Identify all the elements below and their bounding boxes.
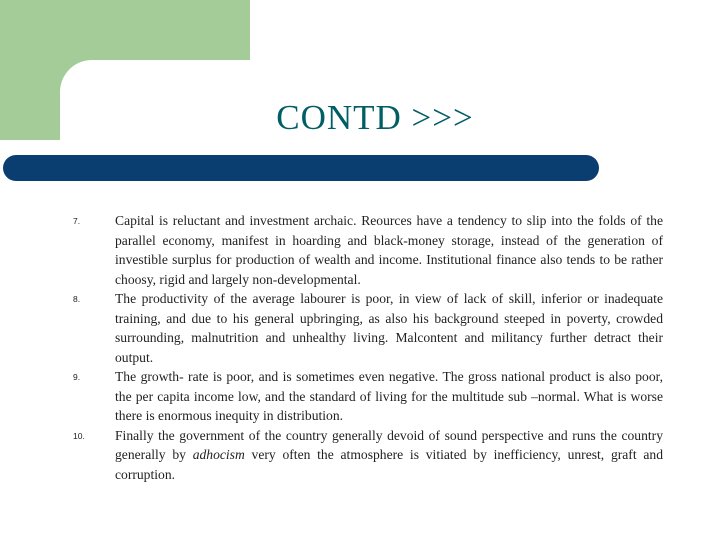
list-item-number: 8. bbox=[73, 294, 81, 304]
list-item bbox=[73, 289, 663, 367]
list-item-text-after: very often the atmosphere is vitiated by inefficiency, unrest, graft and corruption. bbox=[115, 447, 663, 482]
list-item-number: 7. bbox=[73, 216, 81, 226]
numbered-list bbox=[73, 211, 663, 484]
list-item-text: The productivity of the average labourer is poor, in view of lack of skill, inferior or inadequate training, and due to his general upbringing, as also his background steeped in poverty, crowded surrounding, malnutrition and unhealthy living. Malcontent and militancy further detract their output. bbox=[115, 291, 663, 365]
slide-title bbox=[0, 98, 720, 138]
title-underline-bar bbox=[3, 155, 599, 181]
list-item-text-before: Finally the government of the country generally devoid of sound perspective and runs the country generally by bbox=[115, 427, 663, 462]
list-item-number: 9. bbox=[73, 372, 81, 382]
list-item-text bbox=[115, 428, 663, 482]
list-item bbox=[73, 367, 663, 426]
list-item bbox=[73, 426, 663, 485]
list-item-text-emphasis: adhocism bbox=[192, 447, 245, 462]
list-item bbox=[73, 211, 663, 289]
list-item-text: Capital is reluctant and investment archaic. Reources have a tendency to slip into the folds of the parallel economy, manifest in hoarding and black-money storage, instead of the generation of investible surplus for production of wealth and income. Institutional finance also tends to be rather choosy, rigid and largely non-developmental. bbox=[115, 213, 663, 287]
list-item-number: 10. bbox=[73, 430, 85, 441]
slide-title-text: CONTD >>> bbox=[276, 98, 474, 137]
list-item-text: The growth- rate is poor, and is sometimes even negative. The gross national product is also poor, the per capita income low, and the standard of living for the multitude sub –normal. What is worse there is enormous inequity in distribution. bbox=[115, 369, 663, 423]
